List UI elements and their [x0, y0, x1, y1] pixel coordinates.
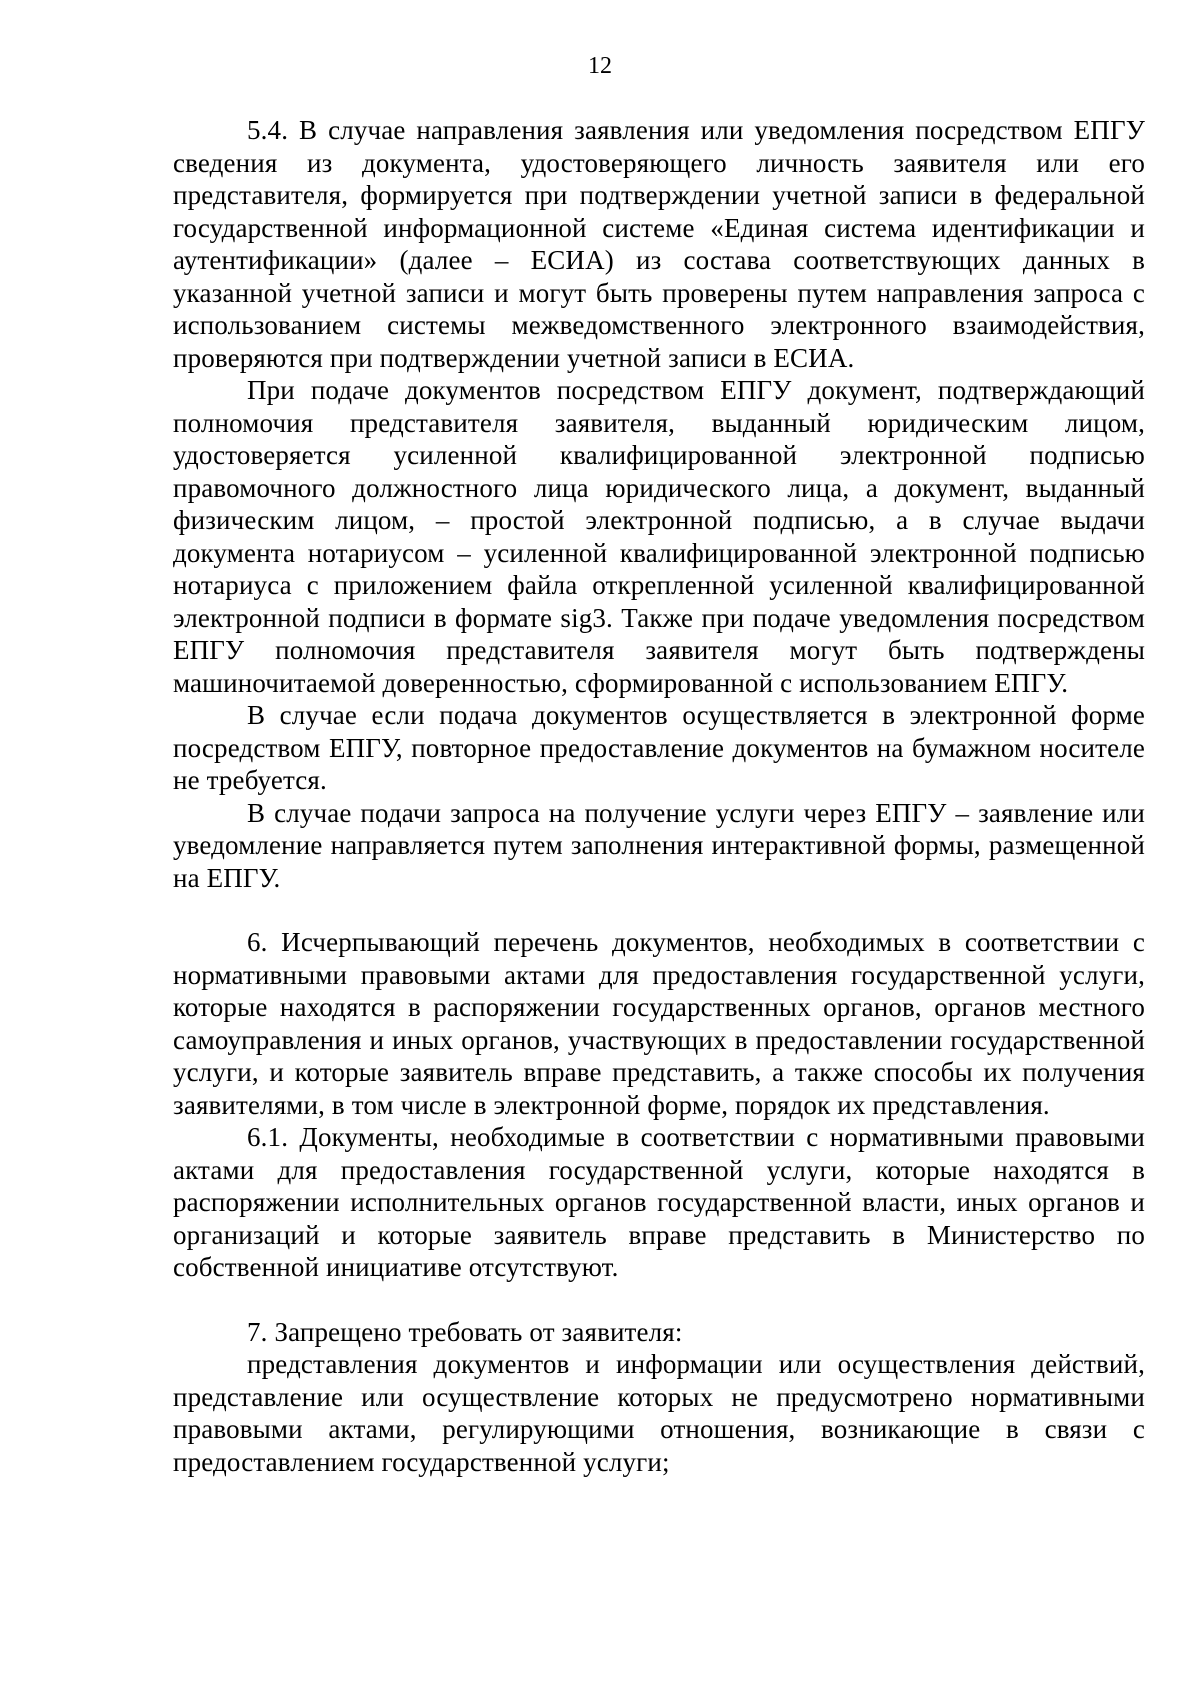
section-spacer — [173, 1284, 1145, 1316]
paragraph-7-item-1: представления документов и информации или осуществления действий, представление или осуществление которых не предусмотрено нормативными правовыми актами, регулирующими отношения, возникающие в связи с предоставлением государственной услуги; — [173, 1349, 1145, 1477]
paragraph-epgu-powers: При подаче документов посредством ЕПГУ документ, подтверждающий полномочия представителя заявителя, выданный юридическим лицом, удостоверяется усиленной квалифицированной электронной подписью правомочного должностного лица юридического лица, а документ, выданный физическим лицом, – простой электронной подписью, а в случае выдачи документа нотариусом – усиленной квалифицированной электронной подписью нотариуса с приложением файла открепленной усиленной квалифицированной электронной подписи в формате sig3. Также при подаче уведомления посредством ЕПГУ полномочия представителя заявителя могут быть подтверждены машиночитаемой доверенностью, сформированной с использованием ЕПГУ. — [173, 375, 1145, 698]
page-number: 12 — [588, 53, 612, 79]
paragraph-6-1: 6.1. Документы, необходимые в соответствии с нормативными правовыми актами для предоставления государственной услуги, которые находятся в распоряжении исполнительных органов государственной власти, иных органов и организаций и которые заявитель вправе представить в Министерство по собственной инициативе отсутствуют. — [173, 1122, 1145, 1282]
document-body — [173, 114, 1145, 1478]
paragraph-7: 7. Запрещено требовать от заявителя: — [247, 1316, 683, 1347]
section-spacer — [173, 894, 1145, 926]
paragraph-6: 6. Исчерпывающий перечень документов, необходимых в соответствии с нормативными правовыми актами для предоставления государственной услуги, которые находятся в распоряжении государственных органов, органов местного самоуправления и иных органов, участвующих в предоставлении государственной услуги, и которые заявитель вправе представить, а также способы их получения заявителями, в том числе в электронной форме, порядок их представления. — [173, 927, 1145, 1120]
paragraph-electronic-form: В случае если подача документов осуществляется в электронной форме посредством ЕПГУ, повторное предоставление документов на бумажном носителе не требуется. — [173, 700, 1145, 795]
paragraph-5-4: 5.4. В случае направления заявления или уведомления посредством ЕПГУ сведения из документа, удостоверяющего личность заявителя или его представителя, формируется при подтверждении учетной записи в федеральной государственной информационной системе «Единая система идентификации и аутентификации» (далее – ЕСИА) из состава соответствующих данных в указанной учетной записи и могут быть проверены путем направления запроса с использованием системы межведомственного электронного взаимодействия, проверяются при подтверждении учетной записи в ЕСИА. — [173, 115, 1145, 373]
paragraph-interactive-form: В случае подачи запроса на получение услуги через ЕПГУ – заявление или уведомление направляется путем заполнения интерактивной формы, размещенной на ЕПГУ. — [173, 797, 1145, 893]
